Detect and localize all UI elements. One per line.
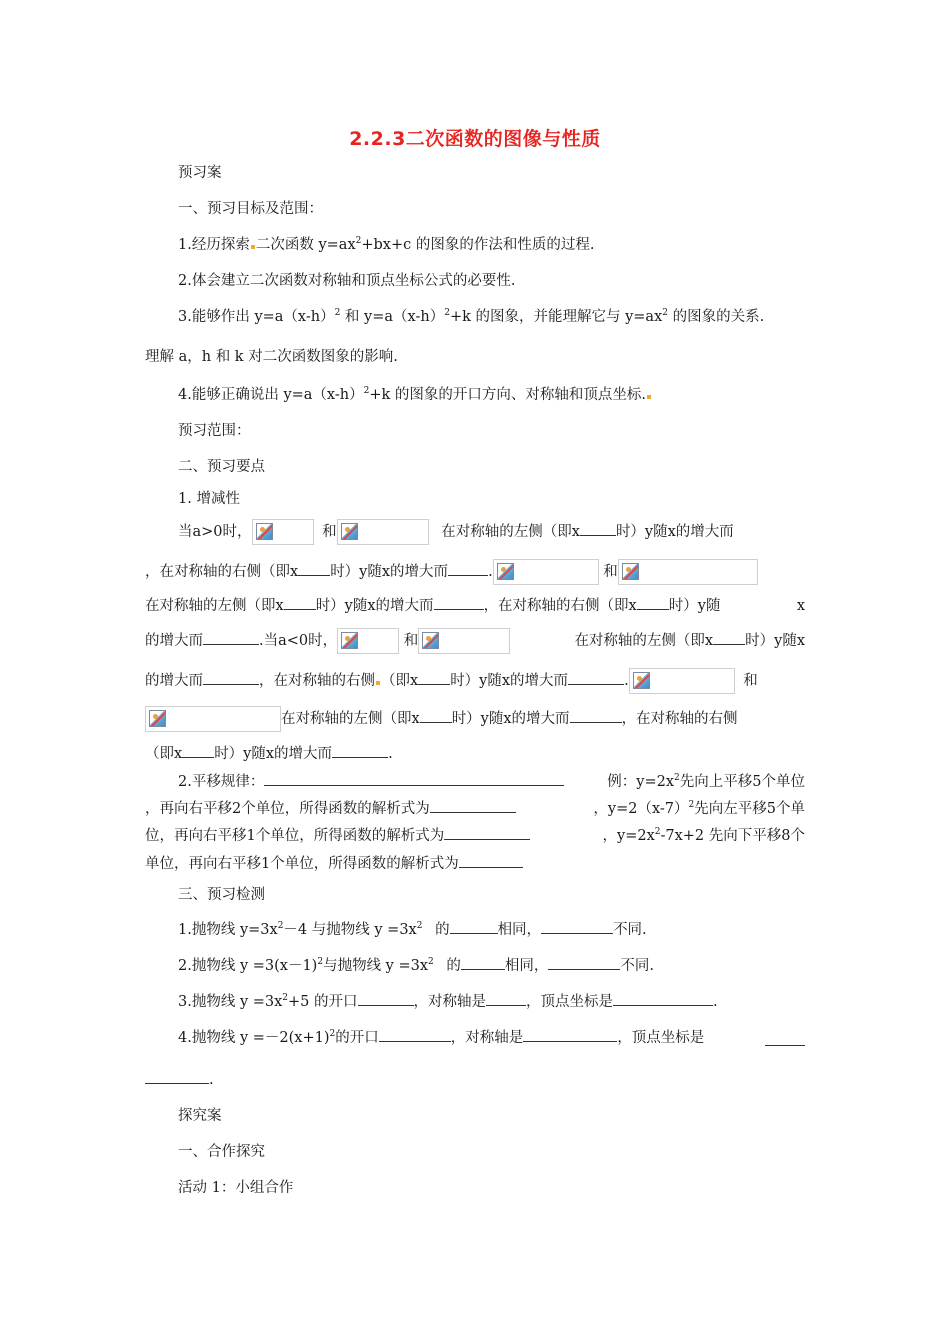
answer-blank[interactable] [203, 630, 259, 645]
section-points: 二、预习要点 [178, 459, 265, 475]
goal-4: 4.能够正确说出 $y=a(x-h)^2+k$ 的图象的开口方向、对称轴和顶点坐标. [178, 384, 652, 406]
broken-image-icon [341, 632, 358, 649]
answer-blank[interactable] [420, 708, 452, 723]
formula-image [629, 668, 735, 694]
goal-3: 3.能够作出 $y=a(x-h)^2$ 和 $y=a(x-h)^2+k$ 的图象，并能理解它与 $y=ax^2$ 的图象的关系. [178, 308, 765, 325]
answer-blank[interactable] [713, 630, 745, 645]
translate-line-4: 单位，再向右平移1个单位，所得函数的解析式为 [145, 853, 523, 875]
formula-image [337, 519, 429, 545]
answer-blank[interactable] [264, 771, 564, 786]
translate-line-3: 位，再向右平移1个单位，所得函数的解析式为 ，$y=2x^2-7x+2$ 先向下平移8个 [145, 825, 805, 847]
formula-image [418, 628, 510, 654]
point-monotonicity: 1. 增减性 [178, 491, 240, 507]
answer-blank[interactable] [145, 1069, 209, 1084]
answer-blank[interactable] [358, 991, 414, 1006]
formula-image [493, 559, 599, 585]
broken-image-icon [341, 523, 358, 540]
answer-blank[interactable] [434, 595, 484, 610]
answer-blank[interactable] [548, 955, 620, 970]
check-q1: 1.抛物线 $y=3x^2-4$ 与抛物线 $y =3x^2$ 的 相同， 不同. [178, 919, 647, 941]
mono-line-4: 的增大而 .当a<0时， 和 在对称轴的左侧（即x 时）y随x [145, 628, 805, 654]
check-q2: 2.抛物线 $y =3(x-1)^2$与抛物线 $y =3x^2$ 的 相同， 不同. [178, 955, 654, 977]
explore-heading: 探究案 [178, 1108, 222, 1124]
goal-3-cont: 理解 a，h 和 k 对二次函数图象的影响. [145, 349, 398, 365]
preview-range: 预习范围： [178, 423, 251, 439]
mono-line-7: （即x 时）y随x的增大而 . [145, 743, 393, 765]
section-goals: 一、预习目标及范围： [178, 201, 323, 217]
marker-dot [647, 395, 651, 399]
broken-image-icon [256, 523, 273, 540]
broken-image-icon [633, 672, 650, 689]
answer-blank[interactable] [461, 955, 505, 970]
broken-image-icon [422, 632, 439, 649]
mono-line-5: 的增大而 ，在对称轴的右侧 （即x 时）y随x的增大而 . 和 [145, 668, 758, 694]
answer-blank[interactable] [613, 991, 713, 1006]
page-title: 2.2.3二次函数的图像与性质 [349, 128, 601, 150]
answer-blank[interactable] [765, 1031, 805, 1046]
answer-blank[interactable] [570, 708, 622, 723]
broken-image-icon [497, 563, 514, 580]
answer-blank[interactable] [486, 991, 526, 1006]
preview-heading: 预习案 [178, 165, 222, 181]
mono-line-6: 在对称轴的左侧（即x 时）y随x的增大而 ，在对称轴的右侧 [145, 706, 738, 732]
answer-blank[interactable] [523, 1027, 617, 1042]
formula-image [145, 706, 281, 732]
formula-image [618, 559, 758, 585]
mono-line-3: 在对称轴的左侧（即x 时）y随x的增大而 ，在对称轴的右侧（即x 时）y随 x [145, 595, 805, 617]
answer-blank[interactable] [444, 825, 530, 840]
answer-blank[interactable] [541, 919, 613, 934]
broken-image-icon [149, 710, 166, 727]
check-q3: 3.抛物线 $y =3x^2+5$ 的开口 ，对称轴是 ，顶点坐标是 . [178, 991, 718, 1013]
answer-blank[interactable] [580, 521, 616, 536]
section-cooperate: 一、合作探究 [178, 1144, 265, 1160]
answer-blank[interactable] [332, 743, 388, 758]
activity-1: 活动 1：小组合作 [178, 1180, 294, 1196]
answer-blank[interactable] [430, 798, 516, 813]
marker-dot [251, 245, 255, 249]
translate-line-1: 2.平移规律： 例：$y=2x^2$先向上平移5个单位 [178, 771, 805, 793]
answer-blank[interactable] [298, 561, 330, 576]
answer-blank[interactable] [379, 1027, 451, 1042]
marker-dot [376, 681, 380, 685]
formula-image [252, 519, 314, 545]
answer-blank[interactable] [637, 595, 669, 610]
answer-blank[interactable] [182, 743, 214, 758]
mono-line-2: ，在对称轴的右侧（即x 时）y随x的增大而 . 和 [145, 559, 758, 585]
answer-blank[interactable] [568, 670, 624, 685]
translate-line-2: ，再向右平移2个单位，所得函数的解析式为 ，$y=2(x-7)^2$先向左平移5个单 [145, 798, 805, 820]
answer-blank[interactable] [448, 561, 488, 576]
answer-blank[interactable] [284, 595, 316, 610]
section-check: 三、预习检测 [178, 887, 265, 903]
goal-2: 2.体会建立二次函数对称轴和顶点坐标公式的必要性. [178, 273, 516, 289]
check-q4: 4.抛物线 $y =-2(x+1)^2$的开口 ，对称轴是 ，顶点坐标是 [178, 1027, 805, 1049]
answer-blank[interactable] [459, 853, 523, 868]
check-q4-cont: . [145, 1069, 214, 1091]
goal-1: 1.经历探索 二次函数 $y=ax^2+bx+c$ 的图象的作法和性质的过程. [178, 236, 595, 253]
answer-blank[interactable] [203, 670, 259, 685]
answer-blank[interactable] [450, 919, 498, 934]
answer-blank[interactable] [418, 670, 450, 685]
formula-image [337, 628, 399, 654]
broken-image-icon [622, 563, 639, 580]
mono-line-1: 当a>0时， 和 在对称轴的左侧（即x 时）y随x的增大而 [178, 519, 734, 545]
